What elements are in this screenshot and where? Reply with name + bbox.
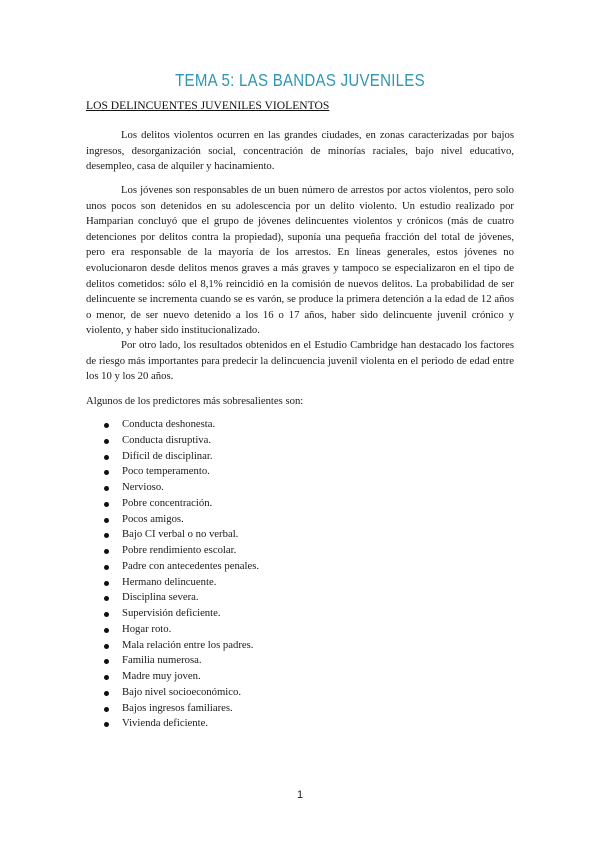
list-item-text: Vivienda deficiente. [122,717,209,730]
paragraph-text: Por otro lado, los resultados obtenidos en el Estudio Cambridge han destacado los factores de riesgo más importantes para predecir la delincuencia juvenil violenta en el periodo de edad entre los 10 y los 20 años. [86,339,514,383]
list-item [86,622,259,638]
bullet-icon [104,722,109,727]
list-item-text: Pocos amigos. [122,512,184,525]
list-item [86,480,259,496]
list-item [86,449,259,465]
list-item-text: Difícil de disciplinar. [122,449,213,462]
bullet-icon [104,691,109,696]
list-item-text: Familia numerosa. [122,654,202,667]
list-item [86,417,259,433]
list-item [86,638,259,654]
list-item [86,653,259,669]
bullet-icon [104,659,109,664]
list-item-text: Bajos ingresos familiares. [122,701,233,714]
bullet-icon [104,644,109,649]
list-item-text: Poco temperamento. [122,465,210,478]
bullet-icon [104,565,109,570]
page-number: 1 [296,789,304,801]
list-item-text: Pobre rendimiento escolar. [122,544,237,556]
section-heading: LOS DELINCUENTES JUVENILES VIOLENTOS [86,99,330,112]
paragraph-text: Los delitos violentos ocurren en las grandes ciudades, en zonas caracterizadas por bajos ingresos, desorganización social, concentración de minorías raciales, bajo nivel educativo, desempleo, casa de alquiler y hacinamiento. [86,129,514,173]
list-item-text: Nervioso. [122,481,164,493]
list-item [86,606,259,622]
list-item [86,701,259,717]
list-item-text: Pobre concentración. [122,496,213,509]
list-item-text: Hogar roto. [122,622,172,635]
list-item [86,669,259,685]
bullet-icon [104,533,109,538]
list-item-text: Bajo nivel socioeconómico. [122,685,242,698]
list-item [86,433,259,449]
bullet-icon [104,439,109,444]
list-item-text: Supervisión deficiente. [122,607,221,619]
list-item-text: Disciplina severa. [122,591,199,604]
list-item [86,496,259,512]
list-item [86,527,259,543]
list-intro: Algunos de los predictores más sobresalientes son: [86,395,304,407]
bullet-icon [104,675,109,680]
list-item [86,685,259,701]
bullet-icon [104,581,109,586]
list-item [86,575,259,591]
list-item [86,512,259,528]
list-item [86,543,259,559]
bullet-icon [104,470,109,475]
list-item-text: Mala relación entre los padres. [122,638,254,651]
bullet-icon [104,518,109,523]
list-item [86,590,259,606]
list-item [86,464,259,480]
list-item [86,559,259,575]
bullet-icon [104,612,109,617]
list-item-text: Conducta disruptiva. [122,433,212,446]
list-item-text: Conducta deshonesta. [122,418,216,430]
paragraph-2 [86,183,514,339]
document-title: TEMA 5: LAS BANDAS JUVENILES [175,70,425,90]
list-item-text: Padre con antecedentes penales. [122,559,260,572]
bullet-icon [104,455,109,460]
bullet-icon [104,549,109,554]
list-item-text: Madre muy joven. [122,670,201,682]
bullet-icon [104,423,109,428]
paragraph-text: Los jóvenes son responsables de un buen número de arrestos por actos violentos, pero solo unos pocos son detenidos en su adolescencia por un delito violento. Un estudio realizado por Hamparian concluyó que el grupo de jóvenes delincuentes violentos y crónicos (más de cuatro detenciones por delitos contra la propiedad), suponía una pequeña fracción del total de jóvenes, pero era responsable de la mayoría de los arrestos. En líneas generales, estos jóvenes no evolucionaron desde delitos menos graves a más graves y tampoco se especializaron en el tipo de delitos cometidos: sólo el 8,1% reincidió en la comisión de nuevos delitos. La probabilidad de ser delincuente se incrementa cuando se es varón, se produce la primera detención a la edad de 12 años o menor, de ser nuevo detenido a los 16 o 17 años, haber sido delincuente juvenil crónico y violento, y haber sido institucionalizado. [86,184,514,337]
list-item [86,716,259,732]
list-item-text: Bajo CI verbal o no verbal. [122,528,239,541]
predictor-list [86,417,259,732]
bullet-icon [104,486,109,491]
bullet-icon [104,707,109,712]
bullet-icon [104,628,109,633]
bullet-icon [104,596,109,601]
paragraph-1 [86,128,514,175]
paragraph-3 [86,338,514,385]
bullet-icon [104,502,109,507]
list-item-text: Hermano delincuente. [122,575,217,588]
